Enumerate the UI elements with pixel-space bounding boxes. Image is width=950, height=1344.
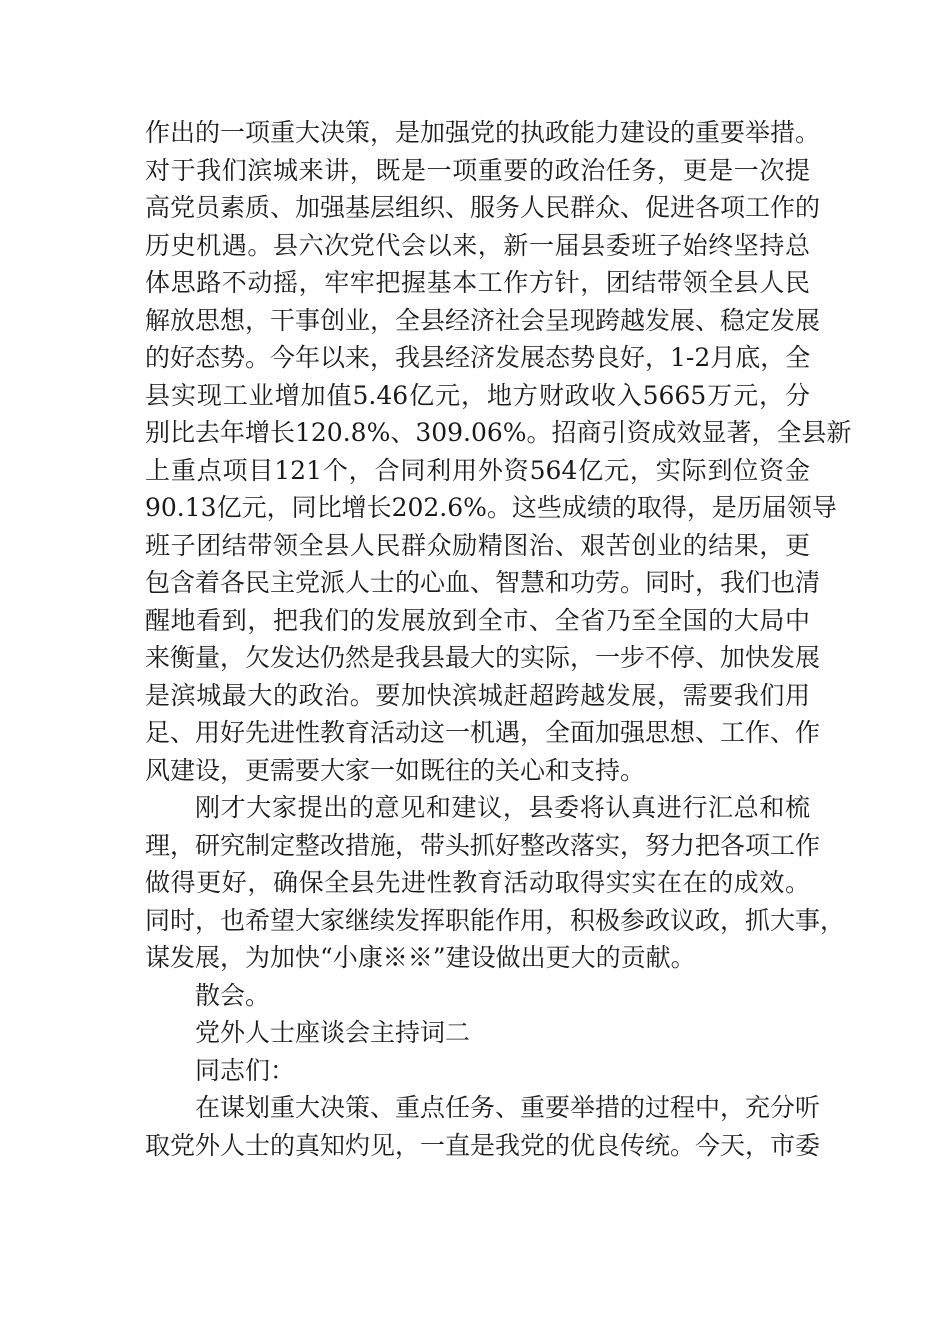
text-line: 高党员素质、加强基层组织、服务人民群众、促进各项工作的 bbox=[145, 193, 821, 222]
section-heading: 党外人士座谈会主持词二 bbox=[195, 1018, 471, 1047]
salutation: 同志们： bbox=[195, 1055, 296, 1085]
text-line: 风建设，更需要大家一如既往的关心和支持。 bbox=[145, 755, 646, 785]
text-line: 上重点项目121个，合同利用外资564亿元，实际到位资金 bbox=[145, 455, 810, 485]
text-line: 作出的一项重大决策，是加强党的执政能力建设的重要举措。 bbox=[145, 118, 821, 147]
text-line: 解放思想，干事创业，全县经济社会呈现跨越发展、稳定发展 bbox=[145, 305, 821, 335]
text-line: 醒地看到，把我们的发展放到全市、全省乃至全国的大局中 bbox=[145, 605, 810, 635]
text-line: 班子团结带领全县人民群众励精图治、艰苦创业的结果，更 bbox=[145, 530, 810, 560]
text-line: 刚才大家提出的意见和建议，县委将认真进行汇总和梳 bbox=[195, 793, 810, 822]
text-line: 包含着各民主党派人士的心血、智慧和功劳。同时，我们也清 bbox=[145, 568, 821, 597]
text-line: 同时，也希望大家继续发挥职能作用，积极参政议政，抓大事， bbox=[145, 905, 846, 935]
text-line: 谋发展，为加快“小康※※”建设做出更大的贡献。 bbox=[145, 943, 696, 972]
text-line: 体思路不动摇，牢牢把握基本工作方针，团结带领全县人民 bbox=[145, 268, 810, 297]
text-line: 县实现工业增加值5.46亿元，地方财政收入5665万元，分 bbox=[145, 380, 810, 410]
text-line: 的好态势。今年以来，我县经济发展态势良好，1-2月底，全 bbox=[145, 343, 811, 372]
text-line: 在谋划重大决策、重点任务、重要举措的过程中，充分听 bbox=[195, 1093, 821, 1122]
text-line: 取党外人士的真知灼见，一直是我党的优良传统。今天，市委 bbox=[145, 1130, 821, 1160]
text-line: 理，研究制定整改措施，带头抓好整改落实，努力把各项工作 bbox=[145, 830, 821, 860]
text-line: 90.13亿元，同比增长202.6%。这些成绩的取得，是历届领导 bbox=[145, 493, 837, 522]
text-line: 对于我们滨城来讲，既是一项重要的政治任务，更是一次提 bbox=[145, 155, 810, 185]
text-line: 来衡量，欠发达仍然是我县最大的实际，一步不停、加快发展 bbox=[145, 643, 821, 672]
text-line: 别比去年增长120.8%、309.06%。招商引资成效显著，全县新 bbox=[145, 418, 852, 447]
text-line: 散会。 bbox=[195, 980, 271, 1010]
text-line: 历史机遇。县六次党代会以来，新一届县委班子始终坚持总 bbox=[145, 230, 810, 260]
text-line: 足、用好先进性教育活动这一机遇，全面加强思想、工作、作 bbox=[145, 718, 821, 747]
text-line: 是滨城最大的政治。要加快滨城赶超跨越发展，需要我们用 bbox=[145, 680, 810, 710]
document-body bbox=[145, 114, 852, 1164]
text-line: 做得更好，确保全县先进性教育活动取得实实在在的成效。 bbox=[145, 868, 810, 897]
